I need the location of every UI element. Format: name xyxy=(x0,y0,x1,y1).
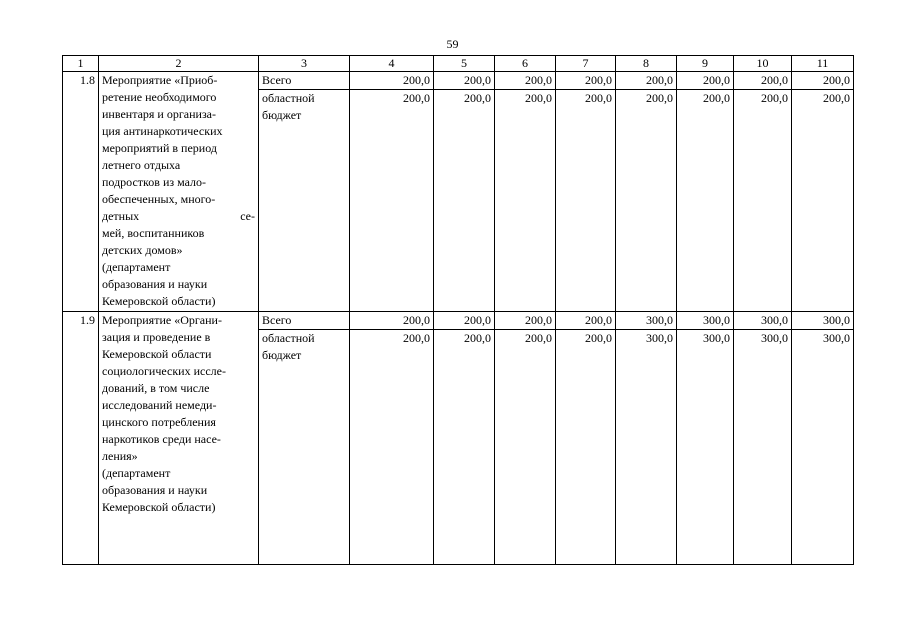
column-header: 4 xyxy=(350,56,434,72)
measure-description: Мероприятие «Органи- зация и проведение в Кемеровской области социологических иссле- дований, в том числе исследований немеди- цинского потребления наркотиков среди насе- ления» (департамент образования и науки Кемеровской области) xyxy=(99,312,259,565)
measure-description: Мероприятие «Приоб- ретение необходимого инвентаря и организа- ция антинаркотических мероприятий в период летнего отдыха подростков из мало- обеспеченных, много- детных се- мей, воспитанников детских домов» (департамент образования и науки Кемеровской области) xyxy=(99,72,259,312)
column-header: 5 xyxy=(434,56,495,72)
column-header: 9 xyxy=(677,56,734,72)
value-cell: 200,0 xyxy=(556,72,616,90)
value-cell: 200,0 xyxy=(350,330,434,565)
value-cell: 200,0 xyxy=(556,312,616,330)
value-cell: 200,0 xyxy=(350,90,434,312)
value-cell: 200,0 xyxy=(734,72,792,90)
value-cell: 200,0 xyxy=(434,72,495,90)
value-cell: 300,0 xyxy=(616,330,677,565)
value-cell: 300,0 xyxy=(792,330,854,565)
value-cell: 200,0 xyxy=(556,90,616,312)
table-row xyxy=(63,72,854,90)
funding-source: Всего xyxy=(259,312,350,330)
column-header: 11 xyxy=(792,56,854,72)
value-cell: 200,0 xyxy=(677,72,734,90)
funding-source: Всего xyxy=(259,72,350,90)
value-cell: 200,0 xyxy=(434,90,495,312)
value-cell: 200,0 xyxy=(556,330,616,565)
column-header: 10 xyxy=(734,56,792,72)
column-header: 7 xyxy=(556,56,616,72)
value-cell: 200,0 xyxy=(495,330,556,565)
value-cell: 200,0 xyxy=(616,90,677,312)
column-header: 2 xyxy=(99,56,259,72)
value-cell: 200,0 xyxy=(734,90,792,312)
value-cell: 300,0 xyxy=(734,330,792,565)
column-header: 1 xyxy=(63,56,99,72)
column-header: 8 xyxy=(616,56,677,72)
value-cell: 200,0 xyxy=(434,312,495,330)
value-cell: 300,0 xyxy=(677,330,734,565)
program-table xyxy=(62,55,854,565)
value-cell: 200,0 xyxy=(792,72,854,90)
value-cell: 200,0 xyxy=(350,72,434,90)
column-number-row xyxy=(63,56,854,72)
value-cell: 200,0 xyxy=(495,72,556,90)
row-index: 1.8 xyxy=(63,72,99,312)
funding-source: областной бюджет xyxy=(259,90,350,312)
value-cell: 200,0 xyxy=(616,72,677,90)
value-cell: 200,0 xyxy=(350,312,434,330)
value-cell: 300,0 xyxy=(792,312,854,330)
column-header: 6 xyxy=(495,56,556,72)
value-cell: 300,0 xyxy=(734,312,792,330)
value-cell: 200,0 xyxy=(495,90,556,312)
value-cell: 300,0 xyxy=(677,312,734,330)
value-cell: 200,0 xyxy=(434,330,495,565)
table-row xyxy=(63,312,854,330)
row-index: 1.9 xyxy=(63,312,99,565)
page-number: 59 xyxy=(446,37,459,51)
value-cell: 200,0 xyxy=(677,90,734,312)
column-header: 3 xyxy=(259,56,350,72)
value-cell: 300,0 xyxy=(616,312,677,330)
funding-source: областной бюджет xyxy=(259,330,350,565)
value-cell: 200,0 xyxy=(495,312,556,330)
value-cell: 200,0 xyxy=(792,90,854,312)
